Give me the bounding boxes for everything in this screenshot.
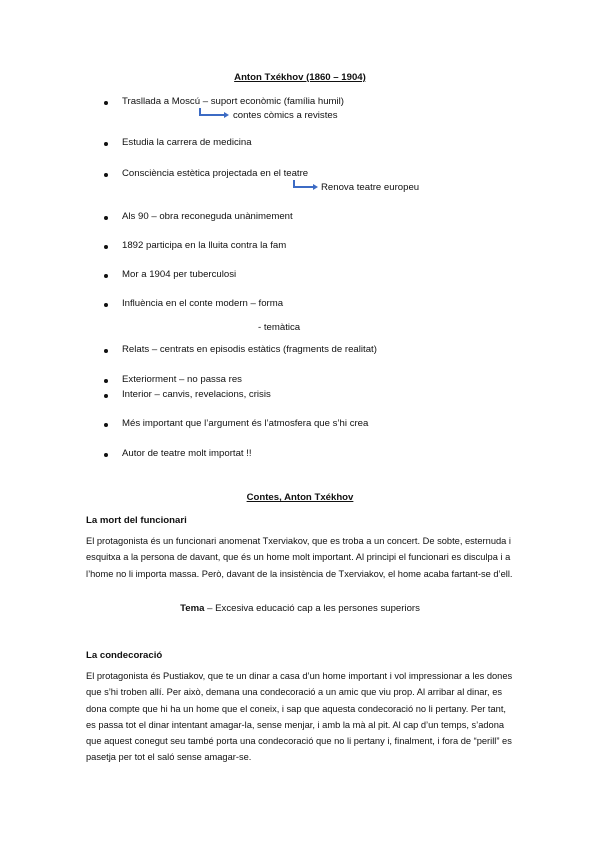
list-item: Interior – canvis, revelacions, crisis <box>122 389 271 400</box>
story-paragraph: El protagonista és un funcionari anomenat Txerviakov, que es troba a un concert. De sobte, esternuda i esquitxa a la persona de davant, que és un home molt important. Al principi el funcionari es disculpa i a l’home no li importa massa. Però, davant de la insistència de Txerviakov, el home acaba fartant-se d’ell. <box>86 536 513 579</box>
story-heading: La condecoració <box>86 650 163 661</box>
list-item: Estudia la carrera de medicina <box>122 137 252 148</box>
sub-item: contes còmics a revistes <box>233 110 338 121</box>
bullet-marker <box>104 303 108 307</box>
list-item: 1892 participa en la lluita contra la fam <box>122 240 287 251</box>
bullet-marker <box>104 101 108 105</box>
bullet-marker <box>104 274 108 278</box>
story-heading: La mort del funcionari <box>86 515 187 526</box>
bullet-marker <box>104 245 108 249</box>
list-item: Als 90 – obra reconeguda unànimement <box>122 211 293 222</box>
story-paragraph: El protagonista és Pustiakov, que te un dinar a casa d’un home important i vol impressionar a les dones que s’hi troben allí. Per això, demana una condecoració a un amic que viu prop. Al arribar al dinar, es dona compte que hi ha un home que el coneix, i sap que aquesta condecoració no li pertany. Per tant, es passa tot el dinar intentant amagar-la, sense menjar, i amb la mà al pit. Al cap d’un temps, s’adona que aquest conegut seu també porta una condecoració que no li pertany i, finalment, i fora de “perill” es pasetja per tot el saló sense amagar-se. <box>86 671 513 763</box>
list-item: Mor a 1904 per tuberculosi <box>122 269 237 280</box>
list-item: Traslladа a Moscú – suport econòmic (família humil) <box>122 96 344 107</box>
bullet-marker <box>104 453 108 457</box>
page-title: Anton Txékhov (1860 – 1904) <box>234 72 366 83</box>
list-item: Relats – centrats en episodis estàtics (fragments de realitat) <box>122 344 377 355</box>
list-item: Més important que l’argument és l’atmosfera que s’hi crea <box>122 418 369 429</box>
bullet-marker <box>104 423 108 427</box>
section-title: Contes, Anton Txékhov <box>246 492 354 503</box>
tema-label: Tema <box>180 603 205 614</box>
bullet-marker <box>104 173 108 177</box>
bullet-marker <box>104 349 108 353</box>
bullet-marker <box>104 142 108 146</box>
tema-line <box>0 603 600 614</box>
bullet-marker <box>104 216 108 220</box>
sub-item: - temàtica <box>258 322 301 333</box>
list-item: Exteriorment – no passa res <box>122 374 242 385</box>
tema-text: – Excesiva educació cap a les persones superiors <box>204 603 420 614</box>
list-item: Autor de teatre molt importat !! <box>122 448 252 459</box>
sub-item: Renova teatre europeu <box>321 182 420 193</box>
list-item: Influència en el conte modern – forma <box>122 298 284 309</box>
bullet-marker <box>104 394 108 398</box>
list-item: Consciència estètica projectada en el teatre <box>122 168 309 179</box>
bullet-marker <box>104 379 108 383</box>
